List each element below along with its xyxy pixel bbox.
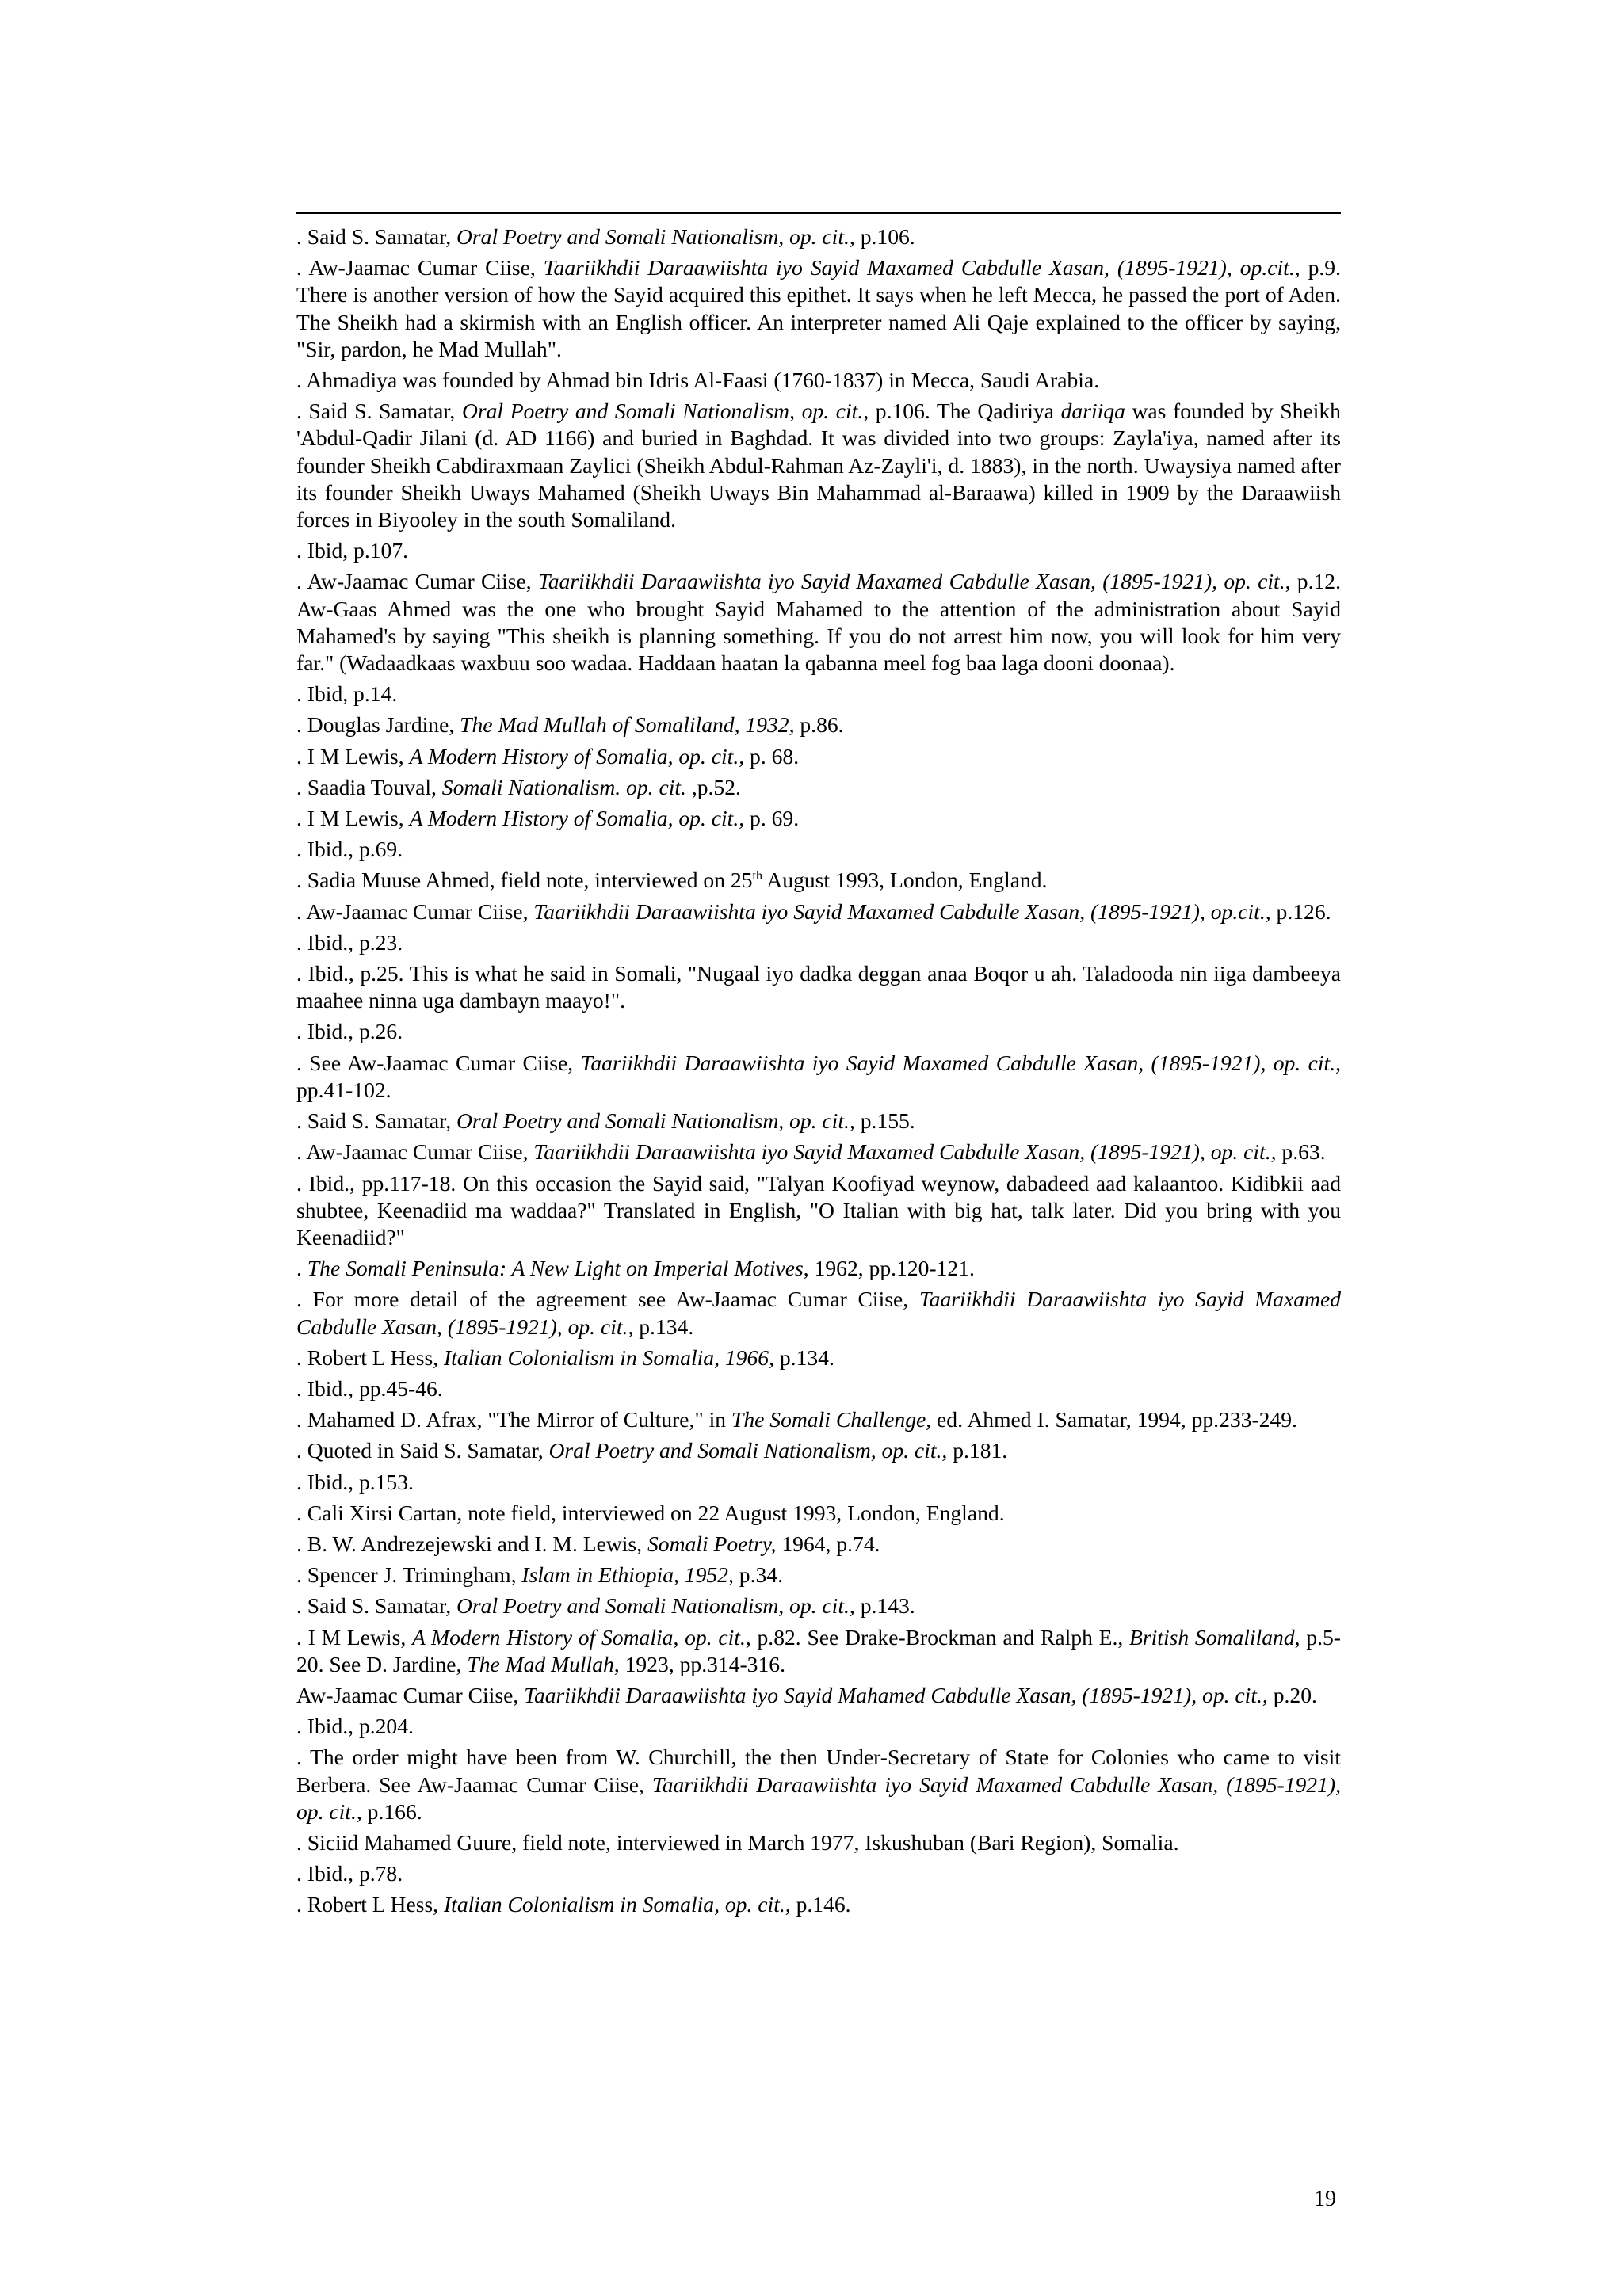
footnote-text: . For more detail of the agreement see Aw-Jaamac Cumar Ciise, bbox=[296, 1287, 919, 1312]
italic-title: Taariikhdii Daraawiishta iyo Sayid Maxamed Cabdulle Xasan, (1895-1921), op.cit. bbox=[543, 255, 1295, 280]
footnote-item bbox=[296, 223, 1341, 250]
italic-title: British Somaliland bbox=[1129, 1624, 1295, 1650]
footnote-text: p.134. bbox=[633, 1314, 694, 1339]
italic-title: Taariikhdii Daraawiishta iyo Sayid Maxamed Cabdulle Xasan, (1895-1921), op. cit., bbox=[580, 1050, 1341, 1075]
footnote-text: ed. Ahmed I. Samatar, 1994, pp.233-249. bbox=[931, 1407, 1297, 1432]
footnote-text: . I M Lewis, bbox=[296, 806, 410, 831]
footnote-item bbox=[296, 1562, 1341, 1589]
italic-title: Italian Colonialism in Somalia, op. cit., bbox=[443, 1892, 791, 1917]
footnote-item bbox=[296, 711, 1341, 738]
italic-title: A Modern History of Somalia, op. cit., bbox=[409, 743, 745, 769]
footnote-text: Aw-Jaamac Cumar Ciise, bbox=[296, 1682, 525, 1707]
footnotes-list bbox=[296, 223, 1341, 1923]
footnote-item bbox=[296, 1531, 1341, 1558]
footnote-text: . Aw-Jaamac Cumar Ciise, bbox=[296, 569, 538, 594]
footnote-text: . I M Lewis, bbox=[296, 743, 410, 769]
footnote-text: was founded by Sheikh 'Abdul-Qadir Jilani (d. AD 1166) and buried in Baghdad. It was divided into two groups: Zayla'iya, named after its founder Sheikh Cabdiraxmaan Zaylici (Sheikh Abdul-Rahman Az-Zayli'i, d. 1883), in the north. Uwaysiya named after its founder Sheikh Uways Mahamed (Sheikh Uways Bin Mahammad al-Baraawa) killed in 1909 by the Daraawiish forces in Biyooley in the south Somaliland. bbox=[296, 399, 1341, 532]
footnote-item bbox=[296, 1344, 1341, 1371]
footnote-item bbox=[296, 1713, 1341, 1740]
italic-title: Oral Poetry and Somali Nationalism, op. cit., bbox=[461, 399, 869, 424]
footnote-text: . Cali Xirsi Cartan, note field, interviewed on 22 August 1993, London, England. bbox=[296, 1500, 1005, 1525]
footnote-text: . Siciid Mahamed Guure, field note, interviewed in March 1977, Iskushuban (Bari Region), Somalia. bbox=[296, 1829, 1179, 1855]
italic-title: Oral Poetry and Somali Nationalism, op. cit., bbox=[456, 1108, 855, 1134]
footnote-text: . Ibid., p.26. bbox=[296, 1019, 403, 1044]
footnote-item bbox=[296, 743, 1341, 770]
footnote-text: . Ibid., p.69. bbox=[296, 837, 403, 862]
footnote-item bbox=[296, 1592, 1341, 1619]
italic-title: The Somali Challenge, bbox=[731, 1407, 932, 1432]
footnote-item bbox=[296, 929, 1341, 956]
footnote-item bbox=[296, 1138, 1341, 1165]
footnote-text: p. 68. bbox=[744, 743, 800, 769]
italic-title: Somali Poetry, bbox=[647, 1531, 777, 1556]
footnote-text: . Saadia Touval, bbox=[296, 774, 442, 799]
footnote-text: p.106. bbox=[854, 224, 915, 249]
footnote-item bbox=[296, 537, 1341, 564]
footnote-text: p.82. See Drake-Brockman and Ralph E., bbox=[750, 1624, 1130, 1650]
italic-title: Somali Nationalism. op. cit. bbox=[441, 774, 686, 799]
superscript-text: th bbox=[752, 869, 762, 883]
footnote-text: . Mahamed D. Afrax, "The Mirror of Culture," in bbox=[296, 1407, 731, 1432]
italic-title: The Mad Mullah bbox=[467, 1651, 614, 1676]
footnote-text: . Ahmadiya was founded by Ahmad bin Idris Al-Faasi (1760-1837) in Mecca, Saudi Arabia. bbox=[296, 368, 1100, 393]
italic-title: Italian Colonialism in Somalia, 1966, bbox=[443, 1344, 774, 1370]
footnote-text: . Ibid., pp.117-18. On this occasion the Sayid said, "Talyan Koofiyad weynow, dabadeed aad kalaantoo. Kidibkii aad shubtee, Keenadiid ma waddaa?" Translated in English, "O Italian with big hat, talk later. Did you bring with you Keenadiid?" bbox=[296, 1170, 1341, 1249]
italic-title: A Modern History of Somalia, op. cit., bbox=[412, 1624, 751, 1650]
footnote-text: p.143. bbox=[854, 1593, 915, 1619]
footnote-item bbox=[296, 1682, 1341, 1709]
footnote-item bbox=[296, 1829, 1341, 1856]
footnote-item bbox=[296, 1375, 1341, 1402]
footnote-text: . Said S. Samatar, bbox=[296, 1593, 456, 1619]
footnote-text: . Ibid, p.107. bbox=[296, 538, 409, 563]
italic-title: Taariikhdii Daraawiishta iyo Sayid Maxamed Cabdulle Xasan, (1895-1921), op. cit. bbox=[537, 569, 1285, 594]
footnote-text: . Said S. Samatar, bbox=[296, 1108, 456, 1134]
footnote-item bbox=[296, 1860, 1341, 1887]
footnote-item bbox=[296, 898, 1341, 925]
italic-title: Taariikhdii Daraawiishta iyo Sayid Maxamed Cabdulle Xasan, (1895-1921), op.cit., bbox=[533, 898, 1271, 924]
footnote-text: , 1962, pp.120-121. bbox=[803, 1256, 975, 1281]
footnote-text: p.63. bbox=[1276, 1139, 1326, 1165]
italic-title: dariiqa bbox=[1060, 399, 1125, 424]
italic-title: Islam in Ethiopia, 1952, bbox=[521, 1562, 734, 1588]
footnote-item bbox=[296, 254, 1341, 363]
footnote-text: . I M Lewis, bbox=[296, 1624, 412, 1650]
footnote-item bbox=[296, 1500, 1341, 1527]
footnote-item bbox=[296, 960, 1341, 1014]
footnote-text: p.134. bbox=[773, 1344, 834, 1370]
footnote-text: . Ibid., p.25. This is what he said in Somali, "Nugaal iyo dadka deggan anaa Boqor u ah. Taladooda nin iiga dambeeya maahee ninna uga dambayn maayo!". bbox=[296, 961, 1341, 1013]
footnote-item bbox=[296, 681, 1341, 707]
footnote-separator bbox=[296, 212, 1341, 214]
footnote-item bbox=[296, 1624, 1341, 1678]
footnote-text: p.155. bbox=[854, 1108, 915, 1134]
footnote-text: . Ibid, p.14. bbox=[296, 681, 398, 707]
footnote-text: . Aw-Jaamac Cumar Ciise, bbox=[296, 1139, 534, 1165]
footnote-text: . Robert L Hess, bbox=[296, 1892, 444, 1917]
footnote-text: . Sadia Muuse Ahmed, field note, interviewed on 25 bbox=[296, 868, 753, 893]
footnote-item bbox=[296, 1891, 1341, 1918]
footnote-text: . Ibid., p.78. bbox=[296, 1861, 403, 1886]
footnote-text: , p.9. There is another version of how the Sayid acquired this epithet. It says when he left Mecca, he passed the port of Aden. The Sheikh had a skirmish with an English officer. An interpreter named Ali Qaje explained to the officer by saying, "Sir, pardon, he Mad Mullah". bbox=[296, 255, 1342, 361]
footnote-item bbox=[296, 1108, 1341, 1135]
footnote-item bbox=[296, 1437, 1341, 1464]
footnote-text: p.166. bbox=[361, 1798, 422, 1824]
footnote-text: p.146. bbox=[790, 1892, 851, 1917]
footnote-item bbox=[296, 367, 1341, 394]
italic-title: Taariikhdii Daraawiishta iyo Sayid Maxamed Cabdulle Xasan, (1895-1921), op. cit., bbox=[296, 1287, 1341, 1339]
italic-title: Oral Poetry and Somali Nationalism, op. cit., bbox=[548, 1438, 948, 1463]
footnote-item bbox=[296, 1255, 1341, 1282]
footnote-text: . See Aw-Jaamac Cumar Ciise, bbox=[296, 1050, 581, 1075]
footnote-text: . Spencer J. Trimingham, bbox=[296, 1562, 522, 1588]
footnote-item bbox=[296, 1744, 1341, 1825]
footnote-text: , p.12. Aw-Gaas Ahmed was the one who brought Sayid Mahamed to the attention of the administration about Sayid Mahamed's by saying "This sheikh is planning something. If you do not arrest him now, you will look for him very far." (Wadaadkaas waxbuu soo wadaa. Haddaan haatan la qabanna meel fog baa laga dooni doonaa). bbox=[296, 569, 1341, 676]
footnote-text: p.34. bbox=[733, 1562, 783, 1588]
footnote-item bbox=[296, 1286, 1341, 1340]
italic-title: The Somali Peninsula: A New Light on Imperial Motives bbox=[307, 1256, 804, 1281]
footnote-text: . B. W. Andrezejewski and I. M. Lewis, bbox=[296, 1531, 647, 1556]
footnote-item bbox=[296, 398, 1341, 533]
footnote-text: . bbox=[296, 1256, 307, 1281]
italic-title: Taariikhdii Daraawiishta iyo Sayid Maxamed Cabdulle Xasan, (1895-1921), op. cit., bbox=[296, 1772, 1341, 1824]
footnote-item bbox=[296, 1469, 1341, 1496]
italic-title: Taariikhdii Daraawiishta iyo Sayid Mahamed Cabdulle Xasan, (1895-1921), op. cit., bbox=[524, 1682, 1268, 1707]
footnote-item bbox=[296, 1406, 1341, 1433]
italic-title: Oral Poetry and Somali Nationalism, op. cit., bbox=[456, 1593, 855, 1619]
italic-title: Oral Poetry and Somali Nationalism, op. cit., bbox=[456, 224, 855, 249]
footnote-text: p.20. bbox=[1267, 1682, 1317, 1707]
footnote-text: . Ibid., p.204. bbox=[296, 1714, 414, 1739]
footnote-text: p.86. bbox=[794, 712, 844, 738]
footnote-text: . Ibid., pp.45-46. bbox=[296, 1375, 443, 1401]
footnote-text: . Ibid., p.23. bbox=[296, 929, 403, 955]
footnote-text: . Ibid., p.153. bbox=[296, 1469, 414, 1494]
footnote-item bbox=[296, 867, 1341, 894]
footnote-text: ,p.52. bbox=[685, 774, 741, 799]
footnote-item bbox=[296, 568, 1341, 677]
footnote-item bbox=[296, 774, 1341, 801]
footnote-text: . Douglas Jardine, bbox=[296, 712, 460, 738]
footnote-text: . Aw-Jaamac Cumar Ciise, bbox=[296, 255, 544, 280]
footnote-text: . The order might have been from W. Churchill, the then Under-Secretary of State for Colonies who came to visit Berbera. See Aw-Jaamac Cumar Ciise, bbox=[296, 1745, 1341, 1797]
footnote-text: . Quoted in Said S. Samatar, bbox=[296, 1438, 549, 1463]
footnote-text: p.106. The Qadiriya bbox=[869, 399, 1061, 424]
italic-title: The Mad Mullah of Somaliland, 1932, bbox=[460, 712, 795, 738]
footnote-item bbox=[296, 1170, 1341, 1252]
italic-title: A Modern History of Somalia, op. cit., bbox=[409, 806, 745, 831]
page-number: 19 bbox=[1314, 2187, 1336, 2211]
footnote-text: , p.5-20. See D. Jardine, bbox=[296, 1624, 1341, 1676]
footnote-text: 1964, p.74. bbox=[776, 1531, 880, 1556]
footnote-item bbox=[296, 805, 1341, 832]
footnote-text: . Robert L Hess, bbox=[296, 1344, 444, 1370]
italic-title: Taariikhdii Daraawiishta iyo Sayid Maxamed Cabdulle Xasan, (1895-1921), op. cit., bbox=[533, 1139, 1277, 1165]
footnote-text: . Said S. Samatar, bbox=[296, 224, 456, 249]
footnote-item bbox=[296, 836, 1341, 863]
footnote-text: , 1923, pp.314-316. bbox=[613, 1651, 785, 1676]
footnote-text: . Aw-Jaamac Cumar Ciise, bbox=[296, 898, 534, 924]
footnote-text: pp.41-102. bbox=[296, 1077, 391, 1102]
footnote-item bbox=[296, 1050, 1341, 1104]
footnote-text: p.181. bbox=[947, 1438, 1008, 1463]
footnote-text: p.126. bbox=[1270, 898, 1331, 924]
footnote-text: August 1993, London, England. bbox=[762, 868, 1048, 893]
footnote-text: . Said S. Samatar, bbox=[296, 399, 462, 424]
footnote-item bbox=[296, 1018, 1341, 1045]
footnote-text: p. 69. bbox=[744, 806, 800, 831]
